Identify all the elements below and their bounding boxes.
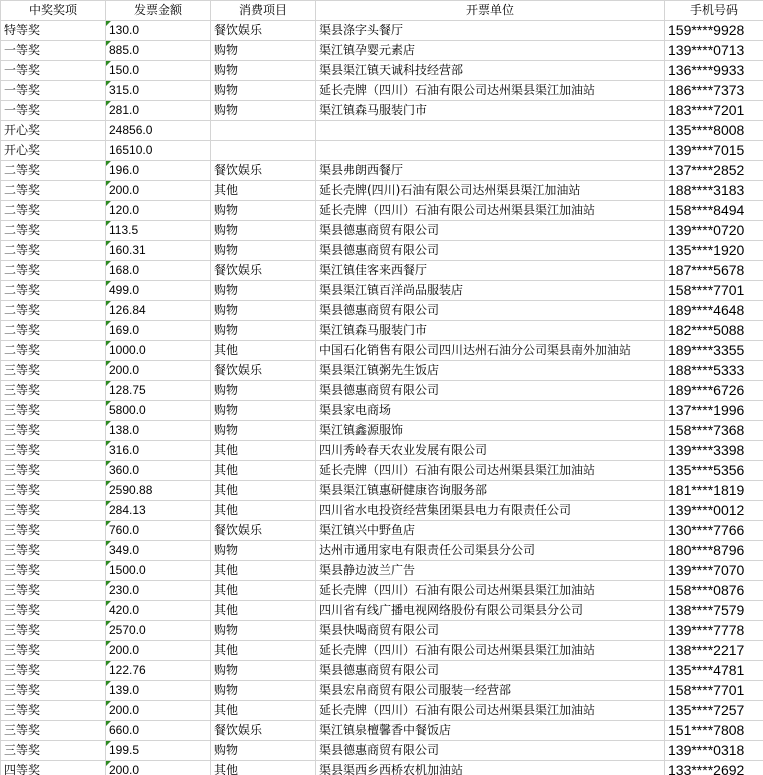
cell-phone[interactable]: 138****7579 <box>665 601 763 621</box>
cell-prize[interactable]: 三等奖 <box>1 541 106 561</box>
cell-amount[interactable]: 200.0 <box>106 701 211 721</box>
table-row <box>1 181 763 201</box>
cell-amount[interactable]: 169.0 <box>106 321 211 341</box>
cell-issuer[interactable]: 延长壳牌（四川）石油有限公司达州渠县渠江加油站 <box>316 701 665 721</box>
cell-issuer[interactable]: 渠县弗朗西餐厅 <box>316 161 665 181</box>
table-row <box>1 761 763 775</box>
cell-prize[interactable]: 三等奖 <box>1 681 106 701</box>
table-row <box>1 361 763 381</box>
cell-issuer[interactable]: 延长壳牌（四川）石油有限公司达州渠县渠江加油站 <box>316 641 665 661</box>
cell-phone[interactable]: 137****2852 <box>665 161 763 181</box>
cell-category[interactable]: 购物 <box>211 541 316 561</box>
cell-prize[interactable]: 三等奖 <box>1 481 106 501</box>
cell-amount[interactable]: 230.0 <box>106 581 211 601</box>
table-row <box>1 141 763 161</box>
cell-issuer[interactable]: 渠县宏帛商贸有限公司服装一经营部 <box>316 681 665 701</box>
cell-amount[interactable]: 160.31 <box>106 241 211 261</box>
table-body <box>1 21 763 775</box>
cell-prize[interactable]: 二等奖 <box>1 241 106 261</box>
cell-amount[interactable]: 281.0 <box>106 101 211 121</box>
cell-amount[interactable]: 660.0 <box>106 721 211 741</box>
cell-amount[interactable]: 168.0 <box>106 261 211 281</box>
cell-phone[interactable]: 135****8008 <box>665 121 763 141</box>
table-row <box>1 541 763 561</box>
cell-prize[interactable]: 二等奖 <box>1 281 106 301</box>
cell-issuer[interactable]: 渠县渠江镇惠研健康咨询服务部 <box>316 481 665 501</box>
cell-issuer[interactable]: 渠县静边波兰广告 <box>316 561 665 581</box>
cell-issuer[interactable]: 延长壳牌（四川）石油有限公司达州渠县渠江加油站 <box>316 581 665 601</box>
cell-amount[interactable]: 2590.88 <box>106 481 211 501</box>
table-row <box>1 341 763 361</box>
cell-category[interactable]: 购物 <box>211 381 316 401</box>
table-row <box>1 721 763 741</box>
table-row <box>1 521 763 541</box>
cell-amount[interactable]: 16510.0 <box>106 141 211 161</box>
cell-prize[interactable]: 三等奖 <box>1 641 106 661</box>
cell-category[interactable]: 购物 <box>211 241 316 261</box>
cell-prize[interactable]: 三等奖 <box>1 601 106 621</box>
cell-amount[interactable]: 349.0 <box>106 541 211 561</box>
cell-prize[interactable]: 三等奖 <box>1 661 106 681</box>
table-row <box>1 281 763 301</box>
cell-prize[interactable]: 三等奖 <box>1 401 106 421</box>
cell-prize[interactable]: 一等奖 <box>1 41 106 61</box>
table-row <box>1 241 763 261</box>
cell-category[interactable]: 其他 <box>211 601 316 621</box>
cell-issuer[interactable]: 渠县渠江镇粥先生饭店 <box>316 361 665 381</box>
cell-issuer[interactable]: 渠江镇森马服装门市 <box>316 101 665 121</box>
cell-amount[interactable]: 139.0 <box>106 681 211 701</box>
cell-category[interactable]: 购物 <box>211 81 316 101</box>
cell-issuer[interactable]: 渠县德惠商贸有限公司 <box>316 661 665 681</box>
cell-category[interactable]: 购物 <box>211 421 316 441</box>
cell-phone[interactable]: 138****2217 <box>665 641 763 661</box>
cell-prize[interactable]: 开心奖 <box>1 121 106 141</box>
table-row <box>1 701 763 721</box>
cell-category[interactable]: 购物 <box>211 221 316 241</box>
cell-phone[interactable]: 158****7701 <box>665 281 763 301</box>
cell-category[interactable]: 其他 <box>211 461 316 481</box>
table-row <box>1 261 763 281</box>
header-category[interactable]: 消费项目 <box>211 1 316 21</box>
cell-category[interactable]: 餐饮娱乐 <box>211 721 316 741</box>
table-row <box>1 121 763 141</box>
cell-phone[interactable]: 187****5678 <box>665 261 763 281</box>
table-row <box>1 161 763 181</box>
cell-category[interactable]: 其他 <box>211 181 316 201</box>
cell-phone[interactable]: 158****7701 <box>665 681 763 701</box>
cell-amount[interactable]: 126.84 <box>106 301 211 321</box>
cell-issuer[interactable]: 四川省有线广播电视网络股份有限公司渠县分公司 <box>316 601 665 621</box>
cell-prize[interactable]: 三等奖 <box>1 441 106 461</box>
cell-phone[interactable]: 135****7257 <box>665 701 763 721</box>
cell-category[interactable]: 购物 <box>211 281 316 301</box>
cell-phone[interactable]: 139****3398 <box>665 441 763 461</box>
cell-prize[interactable]: 三等奖 <box>1 421 106 441</box>
table-row <box>1 21 763 41</box>
cell-phone[interactable]: 188****3183 <box>665 181 763 201</box>
cell-phone[interactable]: 139****0713 <box>665 41 763 61</box>
cell-prize[interactable]: 三等奖 <box>1 381 106 401</box>
table-row <box>1 581 763 601</box>
table-row <box>1 81 763 101</box>
cell-phone[interactable]: 137****1996 <box>665 401 763 421</box>
table-row <box>1 481 763 501</box>
cell-issuer[interactable]: 渠县家电商场 <box>316 401 665 421</box>
cell-issuer[interactable]: 延长壳牌（四川）石油有限公司达州渠县渠江加油站 <box>316 461 665 481</box>
cell-category[interactable]: 餐饮娱乐 <box>211 261 316 281</box>
cell-category[interactable] <box>211 141 316 161</box>
cell-category[interactable]: 购物 <box>211 621 316 641</box>
cell-phone[interactable]: 135****5356 <box>665 461 763 481</box>
cell-category[interactable]: 购物 <box>211 661 316 681</box>
cell-amount[interactable]: 113.5 <box>106 221 211 241</box>
cell-category[interactable]: 其他 <box>211 761 316 775</box>
table-row <box>1 661 763 681</box>
cell-amount[interactable]: 130.0 <box>106 21 211 41</box>
cell-issuer[interactable]: 渠江镇森马服装门市 <box>316 321 665 341</box>
cell-prize[interactable]: 三等奖 <box>1 501 106 521</box>
table-row <box>1 621 763 641</box>
cell-issuer[interactable]: 渠江镇鑫源服饰 <box>316 421 665 441</box>
cell-category[interactable]: 其他 <box>211 641 316 661</box>
cell-prize[interactable]: 二等奖 <box>1 161 106 181</box>
cell-issuer[interactable] <box>316 121 665 141</box>
cell-phone[interactable]: 158****7368 <box>665 421 763 441</box>
cell-prize[interactable]: 三等奖 <box>1 461 106 481</box>
table-row <box>1 301 763 321</box>
cell-phone[interactable]: 158****0876 <box>665 581 763 601</box>
table-row <box>1 741 763 761</box>
cell-issuer[interactable]: 中国石化销售有限公司四川达州石油分公司渠县南外加油站 <box>316 341 665 361</box>
cell-issuer[interactable]: 渠县渠江镇百洋尚品服装店 <box>316 281 665 301</box>
cell-prize[interactable]: 三等奖 <box>1 701 106 721</box>
cell-prize[interactable]: 二等奖 <box>1 261 106 281</box>
cell-phone[interactable]: 133****2692 <box>665 761 763 775</box>
cell-prize[interactable]: 三等奖 <box>1 581 106 601</box>
cell-issuer[interactable]: 渠县涤字头餐厅 <box>316 21 665 41</box>
cell-issuer[interactable]: 渠县德惠商贸有限公司 <box>316 301 665 321</box>
cell-prize[interactable]: 三等奖 <box>1 561 106 581</box>
cell-issuer[interactable]: 延长壳牌（四川）石油有限公司达州渠县渠江加油站 <box>316 201 665 221</box>
cell-category[interactable]: 购物 <box>211 321 316 341</box>
cell-amount[interactable]: 138.0 <box>106 421 211 441</box>
cell-prize[interactable]: 二等奖 <box>1 201 106 221</box>
cell-category[interactable]: 餐饮娱乐 <box>211 161 316 181</box>
table-row <box>1 461 763 481</box>
table-row <box>1 381 763 401</box>
cell-amount[interactable]: 120.0 <box>106 201 211 221</box>
cell-phone[interactable]: 158****8494 <box>665 201 763 221</box>
cell-phone[interactable]: 181****1819 <box>665 481 763 501</box>
cell-prize[interactable]: 一等奖 <box>1 61 106 81</box>
cell-issuer[interactable]: 渠县德惠商贸有限公司 <box>316 221 665 241</box>
cell-issuer[interactable]: 渠县渠西乡西桥农机加油站 <box>316 761 665 775</box>
table-row <box>1 41 763 61</box>
cell-phone[interactable]: 180****8796 <box>665 541 763 561</box>
cell-category[interactable]: 购物 <box>211 101 316 121</box>
cell-issuer[interactable]: 延长壳牌(四川)石油有限公司达州渠县渠江加油站 <box>316 181 665 201</box>
cell-issuer[interactable]: 延长壳牌（四川）石油有限公司达州渠县渠江加油站 <box>316 81 665 101</box>
cell-prize[interactable]: 一等奖 <box>1 101 106 121</box>
cell-amount[interactable]: 360.0 <box>106 461 211 481</box>
cell-amount[interactable]: 196.0 <box>106 161 211 181</box>
cell-phone[interactable]: 159****9928 <box>665 21 763 41</box>
cell-prize[interactable]: 二等奖 <box>1 301 106 321</box>
cell-phone[interactable]: 135****1920 <box>665 241 763 261</box>
cell-amount[interactable]: 200.0 <box>106 641 211 661</box>
header-amount[interactable]: 发票金额 <box>106 1 211 21</box>
cell-category[interactable]: 其他 <box>211 441 316 461</box>
cell-amount[interactable]: 1000.0 <box>106 341 211 361</box>
cell-category[interactable]: 餐饮娱乐 <box>211 21 316 41</box>
cell-phone[interactable]: 183****7201 <box>665 101 763 121</box>
cell-issuer[interactable]: 四川省水电投资经营集团渠县电力有限责任公司 <box>316 501 665 521</box>
cell-amount[interactable]: 284.13 <box>106 501 211 521</box>
cell-prize[interactable]: 特等奖 <box>1 21 106 41</box>
cell-category[interactable]: 购物 <box>211 741 316 761</box>
cell-issuer[interactable]: 渠县德惠商贸有限公司 <box>316 741 665 761</box>
cell-prize[interactable]: 二等奖 <box>1 321 106 341</box>
cell-phone[interactable]: 188****5333 <box>665 361 763 381</box>
table-row <box>1 221 763 241</box>
cell-amount[interactable]: 315.0 <box>106 81 211 101</box>
cell-amount[interactable]: 200.0 <box>106 761 211 775</box>
cell-prize[interactable]: 二等奖 <box>1 221 106 241</box>
cell-issuer[interactable]: 渠县快喝商贸有限公司 <box>316 621 665 641</box>
cell-phone[interactable]: 151****7808 <box>665 721 763 741</box>
cell-prize[interactable]: 一等奖 <box>1 81 106 101</box>
cell-prize[interactable]: 二等奖 <box>1 181 106 201</box>
cell-amount[interactable]: 24856.0 <box>106 121 211 141</box>
cell-prize[interactable]: 四等奖 <box>1 761 106 775</box>
table-row <box>1 401 763 421</box>
header-prize[interactable]: 中奖奖项 <box>1 1 106 21</box>
table-row <box>1 681 763 701</box>
table-row <box>1 641 763 661</box>
cell-amount[interactable]: 150.0 <box>106 61 211 81</box>
cell-issuer[interactable]: 四川秀岭春天农业发展有限公司 <box>316 441 665 461</box>
cell-amount[interactable]: 1500.0 <box>106 561 211 581</box>
cell-phone[interactable]: 182****5088 <box>665 321 763 341</box>
cell-category[interactable]: 其他 <box>211 701 316 721</box>
cell-issuer[interactable] <box>316 141 665 161</box>
cell-category[interactable] <box>211 121 316 141</box>
cell-prize[interactable]: 开心奖 <box>1 141 106 161</box>
cell-amount[interactable]: 2570.0 <box>106 621 211 641</box>
cell-phone[interactable]: 139****7070 <box>665 561 763 581</box>
cell-amount[interactable]: 316.0 <box>106 441 211 461</box>
cell-phone[interactable]: 189****3355 <box>665 341 763 361</box>
cell-amount[interactable]: 760.0 <box>106 521 211 541</box>
cell-category[interactable]: 购物 <box>211 201 316 221</box>
cell-prize[interactable]: 三等奖 <box>1 621 106 641</box>
cell-phone[interactable]: 186****7373 <box>665 81 763 101</box>
header-phone[interactable]: 手机号码 <box>665 1 763 21</box>
table-row <box>1 101 763 121</box>
cell-category[interactable]: 其他 <box>211 561 316 581</box>
table-row <box>1 61 763 81</box>
cell-issuer[interactable]: 渠江镇泉檀馨香中餐饭店 <box>316 721 665 741</box>
cell-issuer[interactable]: 渠县渠江镇天诚科技经营部 <box>316 61 665 81</box>
cell-category[interactable]: 购物 <box>211 61 316 81</box>
cell-category[interactable]: 其他 <box>211 501 316 521</box>
cell-phone[interactable]: 189****4648 <box>665 301 763 321</box>
cell-issuer[interactable]: 渠县德惠商贸有限公司 <box>316 381 665 401</box>
cell-prize[interactable]: 三等奖 <box>1 521 106 541</box>
cell-phone[interactable]: 139****0012 <box>665 501 763 521</box>
cell-category[interactable]: 餐饮娱乐 <box>211 521 316 541</box>
table-row <box>1 421 763 441</box>
cell-amount[interactable]: 5800.0 <box>106 401 211 421</box>
table-row <box>1 601 763 621</box>
cell-phone[interactable]: 189****6726 <box>665 381 763 401</box>
cell-issuer[interactable]: 渠江镇孕婴元素店 <box>316 41 665 61</box>
cell-issuer[interactable]: 渠江镇佳客来西餐厅 <box>316 261 665 281</box>
cell-prize[interactable]: 三等奖 <box>1 721 106 741</box>
cell-amount[interactable]: 420.0 <box>106 601 211 621</box>
cell-phone[interactable]: 139****7778 <box>665 621 763 641</box>
table-row <box>1 321 763 341</box>
table-row <box>1 201 763 221</box>
cell-amount[interactable]: 499.0 <box>106 281 211 301</box>
cell-category[interactable]: 购物 <box>211 401 316 421</box>
cell-phone[interactable]: 139****0318 <box>665 741 763 761</box>
cell-issuer[interactable]: 渠江镇兴中野鱼店 <box>316 521 665 541</box>
cell-category[interactable]: 购物 <box>211 41 316 61</box>
cell-phone[interactable]: 136****9933 <box>665 61 763 81</box>
cell-phone[interactable]: 130****7766 <box>665 521 763 541</box>
cell-phone[interactable]: 139****7015 <box>665 141 763 161</box>
cell-category[interactable]: 购物 <box>211 301 316 321</box>
header-row <box>1 1 763 21</box>
cell-amount[interactable]: 200.0 <box>106 361 211 381</box>
cell-amount[interactable]: 885.0 <box>106 41 211 61</box>
cell-issuer[interactable]: 达州市通用家电有限责任公司渠县分公司 <box>316 541 665 561</box>
cell-phone[interactable]: 135****4781 <box>665 661 763 681</box>
cell-category[interactable]: 购物 <box>211 681 316 701</box>
cell-prize[interactable]: 三等奖 <box>1 741 106 761</box>
table-row <box>1 561 763 581</box>
table-row <box>1 501 763 521</box>
cell-phone[interactable]: 139****0720 <box>665 221 763 241</box>
cell-prize[interactable]: 二等奖 <box>1 341 106 361</box>
cell-category[interactable]: 其他 <box>211 341 316 361</box>
cell-category[interactable]: 餐饮娱乐 <box>211 361 316 381</box>
cell-issuer[interactable]: 渠县德惠商贸有限公司 <box>316 241 665 261</box>
cell-category[interactable]: 其他 <box>211 581 316 601</box>
cell-prize[interactable]: 三等奖 <box>1 361 106 381</box>
cell-amount[interactable]: 200.0 <box>106 181 211 201</box>
header-issuer[interactable]: 开票单位 <box>316 1 665 21</box>
cell-category[interactable]: 其他 <box>211 481 316 501</box>
cell-amount[interactable]: 122.76 <box>106 661 211 681</box>
cell-amount[interactable]: 199.5 <box>106 741 211 761</box>
cell-amount[interactable]: 128.75 <box>106 381 211 401</box>
table-row <box>1 441 763 461</box>
